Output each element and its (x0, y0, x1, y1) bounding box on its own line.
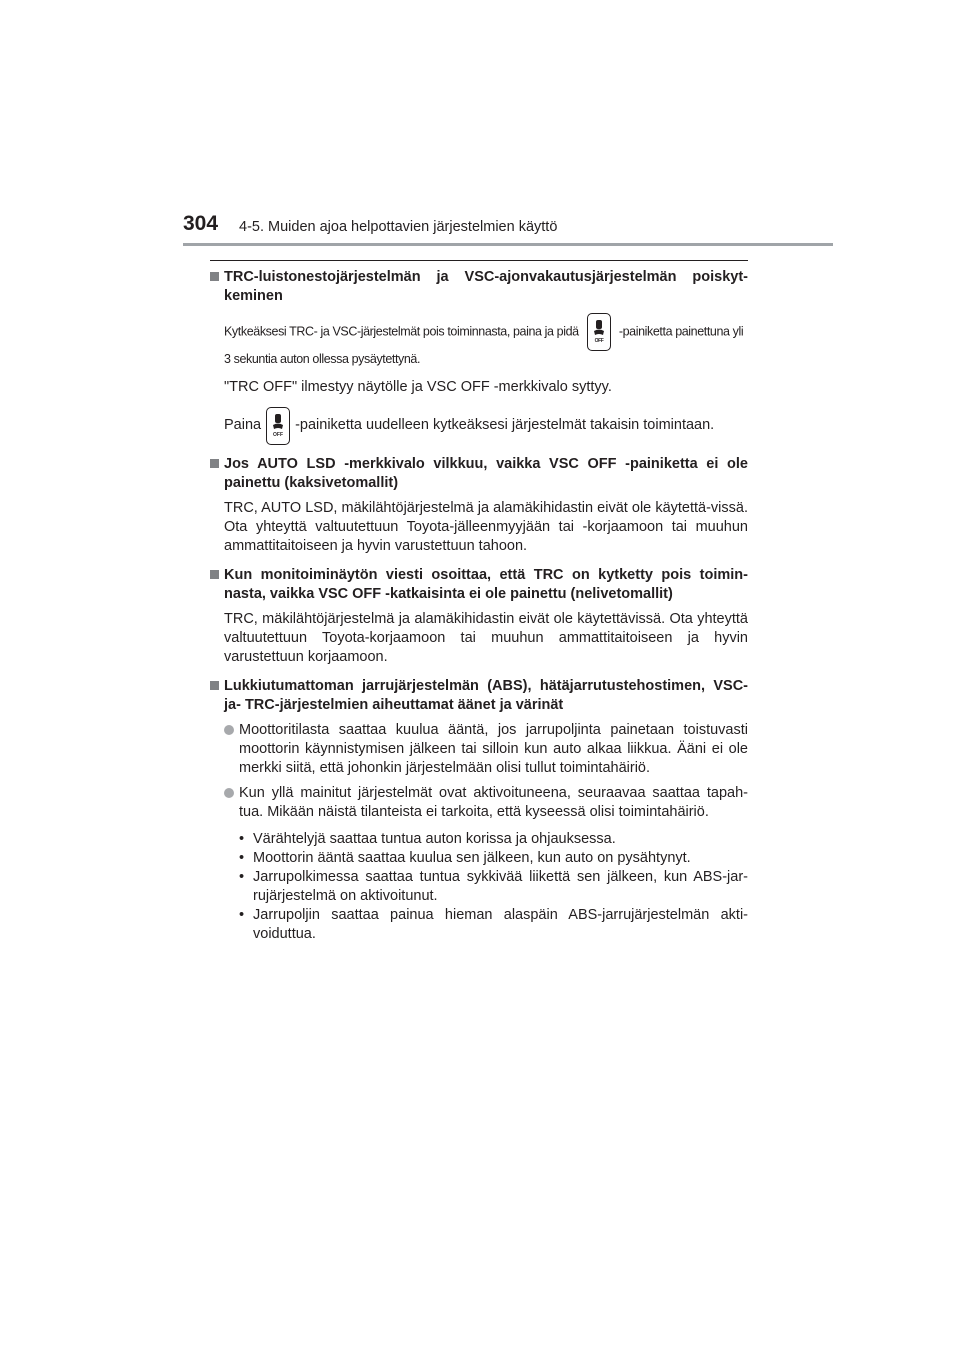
press-before: Paina (224, 417, 262, 433)
dot-bullet-icon (224, 725, 234, 735)
section-abs-sounds (210, 677, 748, 944)
list-item (224, 721, 748, 778)
section-title: Lukkiutumattoman jarrujärjestelmän (ABS), hätäjarrutustehostimen, VSC- ja- TRC-järjestelmien aiheuttamat äänet ja värinät (224, 677, 748, 713)
square-bullet-icon (210, 459, 219, 468)
square-bullet-icon (210, 681, 219, 690)
section-title: TRC-luistonestojärjestelmän ja VSC-ajonvakautusjärjestelmän poiskyt-keminen (224, 269, 748, 304)
body-text: TRC, mäkilähtöjärjestelmä ja alamäkihidastin eivät ole käytettävissä. Ota yhteyttä valtuutettuun Toyota-korjaamoon tai muuhun ammattitaitoiseen ja hyvin varustettuun korjaamoon. (224, 610, 748, 665)
body-text: "TRC OFF" ilmestyy näytölle ja VSC OFF -merkkivalo syttyy. (224, 378, 612, 395)
square-bullet-icon (210, 272, 219, 281)
press-again-text (224, 407, 748, 445)
sub-list-item (239, 868, 748, 906)
header-rule (183, 243, 833, 246)
page-content (210, 268, 748, 954)
page-header (183, 212, 833, 242)
sub-list-item (239, 830, 748, 849)
dot-bullet-icon (224, 788, 234, 798)
sub-list-item-text: Moottorin ääntä saattaa kuulua sen jälkeen, kun auto on pysähtynyt. (253, 849, 691, 866)
svg-text:OFF: OFF (273, 431, 284, 438)
instruction-text (224, 313, 748, 368)
bullet-icon: • (239, 830, 245, 847)
body-text: TRC, AUTO LSD, mäkilähtöjärjestelmä ja alamäkihidastin eivät ole käytettä-vissä. Ota yhteyttä valtuutettuun Toyota-jälleenmyyjään tai -korjaamoon tai muuhun ammattitaitoiseen ja hyvin varustettuun tahoon. (224, 499, 748, 554)
sub-list-item-text: Jarrupoljin saattaa painua hieman alaspäin ABS-jarrujärjestelmän akti-voiduttua. (253, 906, 748, 942)
sub-list-item-text: Värähtelyjä saattaa tuntua auton korissa ja ohjauksessa. (253, 830, 616, 847)
instruction-before: Kytkeäksesi TRC- ja VSC-järjestelmät pois toiminnasta, paina ja pidä (224, 324, 579, 339)
chapter-title: 4-5. Muiden ajoa helpottavien järjestelmien käyttö (239, 219, 558, 235)
page-number: 304 (183, 212, 219, 235)
list-item (224, 784, 748, 822)
bullet-icon: • (239, 868, 245, 885)
svg-text:OFF: OFF (594, 338, 604, 344)
section-auto-lsd (210, 455, 748, 556)
press-after: -painiketta uudelleen kytkeäksesi järjestelmät takaisin toimintaan. (295, 417, 715, 433)
sub-list-item-text: Jarrupolkimessa saattaa tuntua sykkivää liikettä sen jälkeen, kun ABS-jar-rujärjestelmä on aktivoitunut. (253, 868, 748, 904)
list-item-text: Moottoritilasta saattaa kuulua ääntä, jos jarrupoljinta painetaan toistuvasti moottorin käynnistymisen jälkeen tai silloin kun auto alkaa liikkua. Ääni ei ole merkki siitä, että johonkin järjestelmään olisi tullut toimintahäiriö. (239, 721, 748, 776)
instruction-after: -painiketta painettuna yli 3 sekuntia auton ollessa pysäytettynä. (224, 324, 744, 366)
sub-list-item (239, 849, 748, 868)
square-bullet-icon (210, 570, 219, 579)
section-trc-vsc-off (210, 268, 748, 445)
sub-list-item (239, 906, 748, 944)
vsc-off-switch-icon (266, 407, 290, 445)
section-title: Kun monitoiminäytön viesti osoittaa, että TRC on kytketty pois toimin-nasta, vaikka VSC OFF -katkaisinta ei ole painettu (nelivetomallit) (224, 566, 748, 602)
section-divider (210, 260, 748, 261)
bullet-icon: • (239, 906, 245, 923)
list-item-text: Kun yllä mainitut järjestelmät ovat aktivoituneena, seuraavaa saattaa tapah-tua. Mikään näistä tilanteista ei tarkoita, että kyseessä olisi toimintahäiriö. (239, 784, 748, 820)
section-trc-message (210, 566, 748, 667)
bullet-icon: • (239, 849, 245, 866)
sub-bullet-list (224, 830, 748, 944)
section-title: Jos AUTO LSD -merkkivalo vilkkuu, vaikka VSC OFF -painiketta ei ole painettu (kaksivetomallit) (224, 455, 748, 491)
vsc-off-switch-icon (587, 313, 611, 351)
